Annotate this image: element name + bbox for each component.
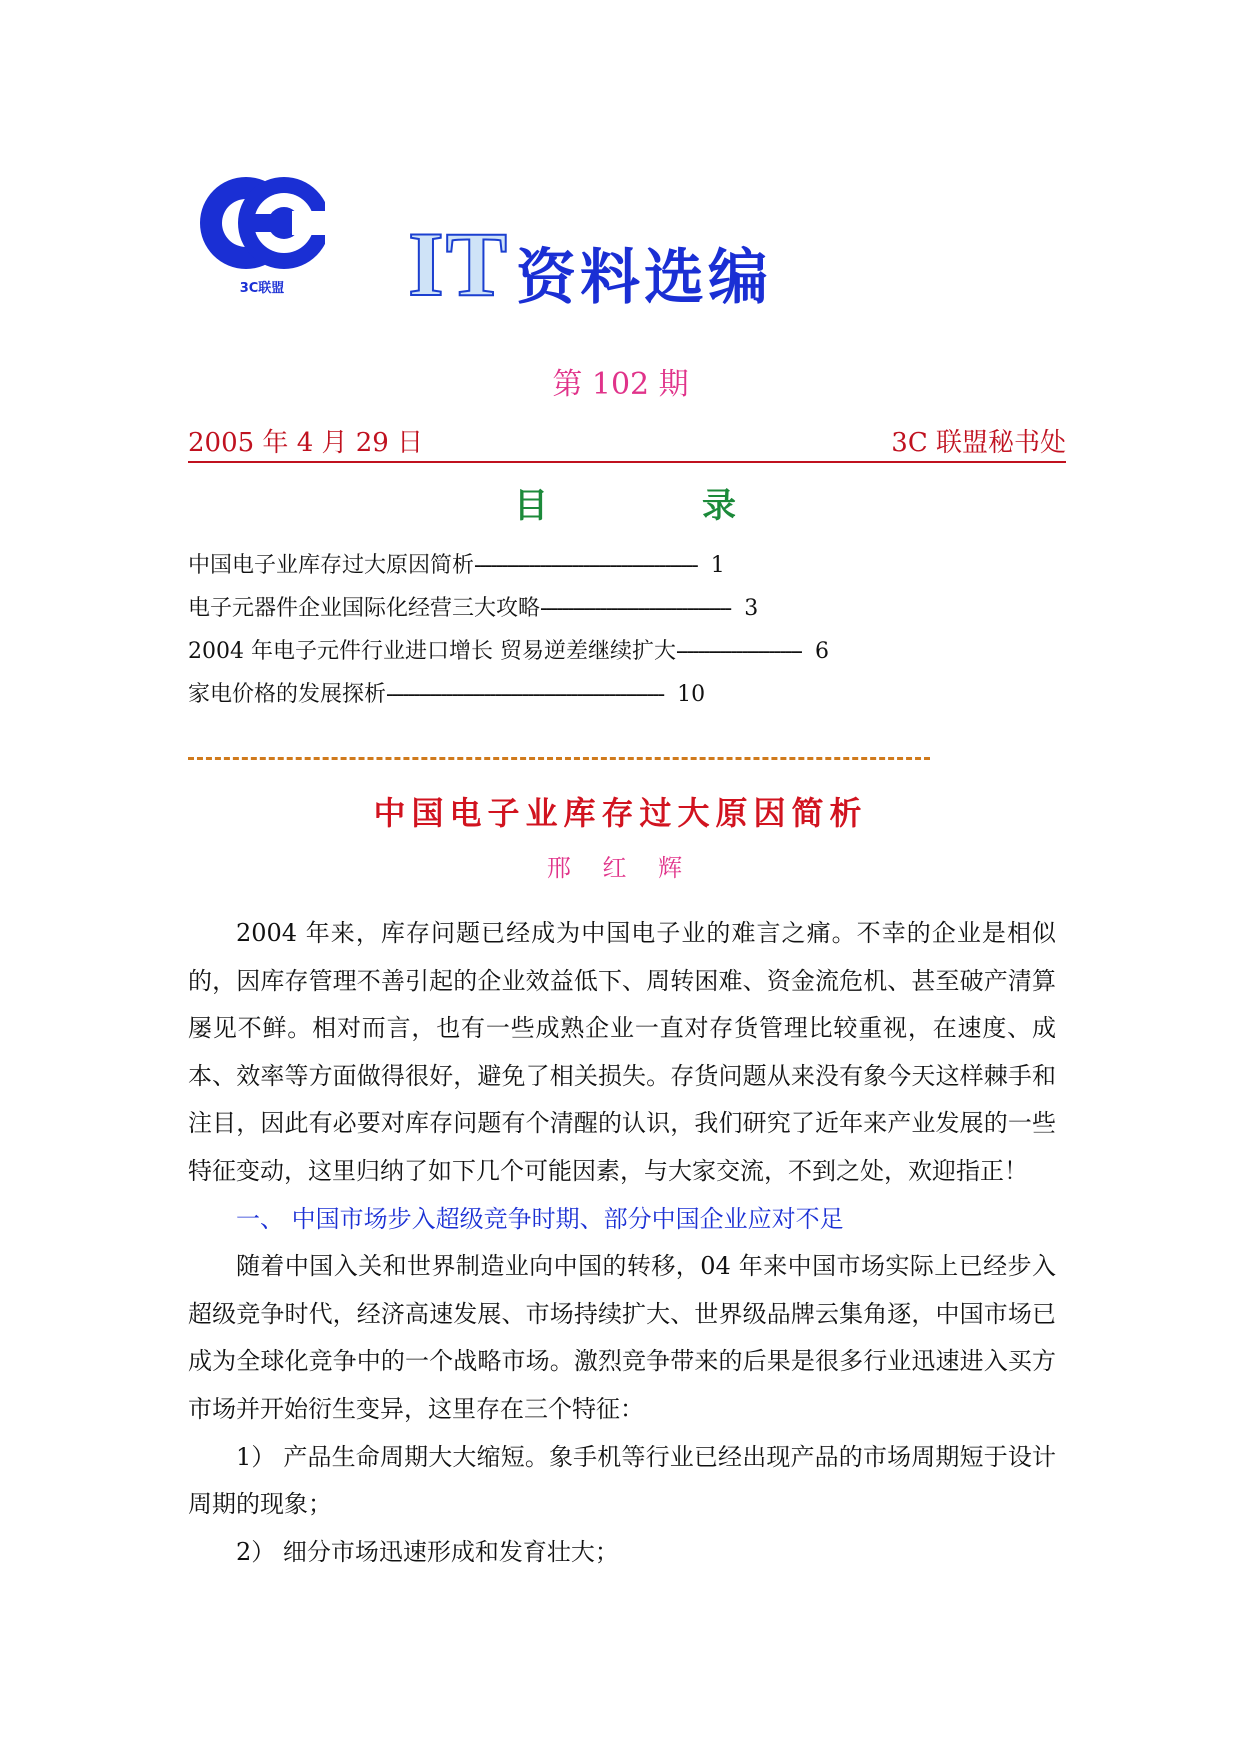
3c-alliance-logo-icon: [200, 168, 325, 293]
section-divider: [188, 757, 930, 760]
toc-heading: [514, 478, 736, 527]
list-item: 2） 细分市场迅速形成和发育壮大；: [236, 1537, 619, 1566]
toc-item[interactable]: [188, 548, 725, 579]
issue-number: 第 102 期: [552, 367, 689, 402]
date-publisher-line: [188, 423, 1066, 463]
toc-item-leader: -----------------------------------: [540, 596, 731, 621]
toc-item-title: 中国电子业库存过大原因简析: [188, 553, 475, 578]
toc-heading-left: 目: [514, 486, 548, 526]
it-wordmark: IT: [408, 213, 510, 315]
toc-item-leader: ---------------------------------------------------: [386, 682, 664, 707]
section-heading: 一、 中国市场步入超级竞争时期、部分中国企业应对不足: [236, 1204, 844, 1233]
toc-item-title: 家电价格的发展探析: [188, 682, 387, 707]
article-author: 邢 红 辉: [546, 854, 695, 882]
toc-heading-right: 录: [702, 486, 736, 526]
issue-date: 2005 年 4 月 29 日: [188, 428, 424, 458]
toc-item[interactable]: [188, 677, 705, 708]
toc-item-title: 电子元器件企业国际化经营三大攻略: [188, 596, 541, 621]
article-title: 中国电子业库存过大原因简析: [373, 794, 868, 832]
toc-item-page: 1: [710, 553, 725, 578]
article-body: [188, 910, 1056, 1576]
body-paragraph: 随着中国入关和世界制造业向中国的转移，04 年来中国市场实际上已经步入超级竞争时代，经济高速发展、市场持续扩大、世界级品牌云集角逐，中国市场已成为全球化竞争中的一个战略市场。激烈竞争带来的后果是很多行业迅速进入买方市场并开始衍生变异，这里存在三个特征：: [188, 1252, 1056, 1423]
toc-item-leader: -----------------------: [675, 639, 801, 664]
toc-item[interactable]: [188, 634, 829, 665]
toc-item-leader: -----------------------------------------: [474, 553, 697, 578]
toc-item-title: 2004 年电子元件行业进口增长 贸易逆差继续扩大: [188, 639, 676, 664]
publisher: 3C 联盟秘书处: [891, 428, 1066, 458]
logo-caption: 3C联盟: [239, 281, 285, 296]
magazine-title: 资料选编: [516, 243, 772, 313]
toc-item-page: 3: [744, 596, 759, 621]
body-paragraph: 2004 年来，库存问题已经成为中国电子业的难言之痛。不幸的企业是相似的，因库存管理不善引起的企业效益低下、周转困难、资金流危机、甚至破产清算屡见不鲜。相对而言，也有一些成熟企业一直对存货管理比较重视，在速度、成本、效率等方面做得很好，避免了相关损失。存货问题从来没有象今天这样棘手和注目，因此有必要对库存问题有个清醒的认识，我们研究了近年来产业发展的一些特征变动，这里归纳了如下几个可能因素，与大家交流，不到之处，欢迎指正！: [188, 919, 1056, 1185]
list-item: 1） 产品生命周期大大缩短。象手机等行业已经出现产品的市场周期短于设计周期的现象；: [188, 1442, 1056, 1519]
toc-item-page: 10: [677, 682, 706, 707]
toc-item-page: 6: [814, 639, 829, 664]
toc-item[interactable]: [188, 591, 758, 622]
